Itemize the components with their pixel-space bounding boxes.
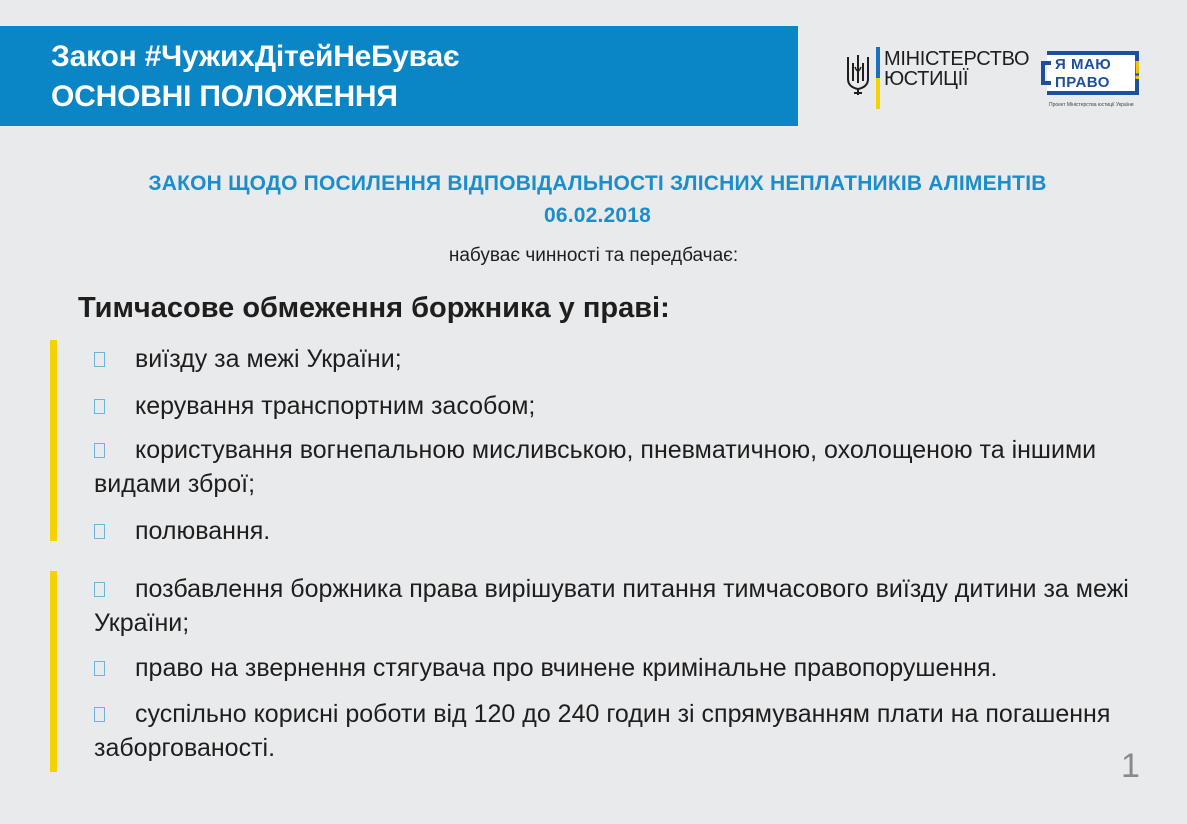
- bullet-box-icon: [94, 352, 105, 367]
- logo-text-line1: Я МАЮ: [1055, 56, 1112, 73]
- section-heading: Тимчасове обмеження боржника у праві:: [78, 292, 670, 324]
- bullet-box-icon: [94, 707, 105, 722]
- list-item: [94, 433, 1134, 501]
- list-item: [94, 389, 1134, 423]
- list-item-text: позбавлення боржника права вирішувати питання тимчасового виїзду дитини за межі України;: [94, 575, 1129, 637]
- list-item: [94, 342, 1134, 376]
- bullet-box-icon: [94, 524, 105, 539]
- list-item-text: право на звернення стягувача про вчинене кримінальне правопорушення.: [135, 654, 998, 682]
- list-item: [94, 697, 1134, 765]
- list-item-text: виїзду за межі України;: [135, 345, 402, 373]
- ministry-name-line2: ЮСТИЦІЇ: [884, 68, 969, 90]
- bullet-box-icon: [94, 399, 105, 414]
- list-item-text: користування вогнепальною мисливською, пневматичною, охолощеною та іншими видами зброї;: [94, 436, 1097, 498]
- exclamation-icon: !: [1133, 55, 1142, 85]
- ya-mayu-pravo-logo: [1041, 47, 1147, 113]
- law-title: ЗАКОН ЩОДО ПОСИЛЕННЯ ВІДПОВІДАЛЬНОСТІ ЗЛІСНИХ НЕПЛАТНИКІВ АЛІМЕНТІВ: [148, 172, 1047, 195]
- trident-icon: [844, 53, 872, 97]
- accent-bar: [50, 340, 57, 541]
- list-item-text: керування транспортним засобом;: [135, 392, 536, 420]
- page-number: 1: [1121, 747, 1140, 785]
- logo-bracket: [1041, 61, 1051, 85]
- law-date: 06.02.2018: [543, 204, 652, 227]
- logo-caption: Проект Міністерства юстиції України: [1049, 102, 1134, 108]
- law-subtitle: набуває чинності та передбачає:: [448, 245, 739, 266]
- bullet-box-icon: [94, 443, 105, 458]
- logo-text-line2: ПРАВО: [1055, 74, 1110, 91]
- list-item-text: суспільно корисні роботи від 120 до 240 годин зі спрямуванням плати на погашення заборгованості.: [94, 700, 1111, 762]
- ministry-of-justice-logo: [844, 47, 1029, 111]
- list-item: [94, 514, 1134, 548]
- ministry-color-bar: [876, 47, 880, 109]
- list-item-text: полювання.: [135, 517, 271, 545]
- accent-bar: [50, 571, 57, 772]
- header-subtitle: ОСНОВНІ ПОЛОЖЕННЯ: [51, 80, 398, 113]
- list-item: [94, 572, 1134, 640]
- bullet-box-icon: [94, 582, 105, 597]
- bullet-box-icon: [94, 661, 105, 676]
- list-item: [94, 651, 1134, 685]
- ministry-name-line1: МІНІСТЕРСТВО: [884, 48, 1030, 70]
- header-title: Закон #ЧужихДітейНеБуває: [51, 40, 460, 73]
- header-banner: [0, 26, 798, 126]
